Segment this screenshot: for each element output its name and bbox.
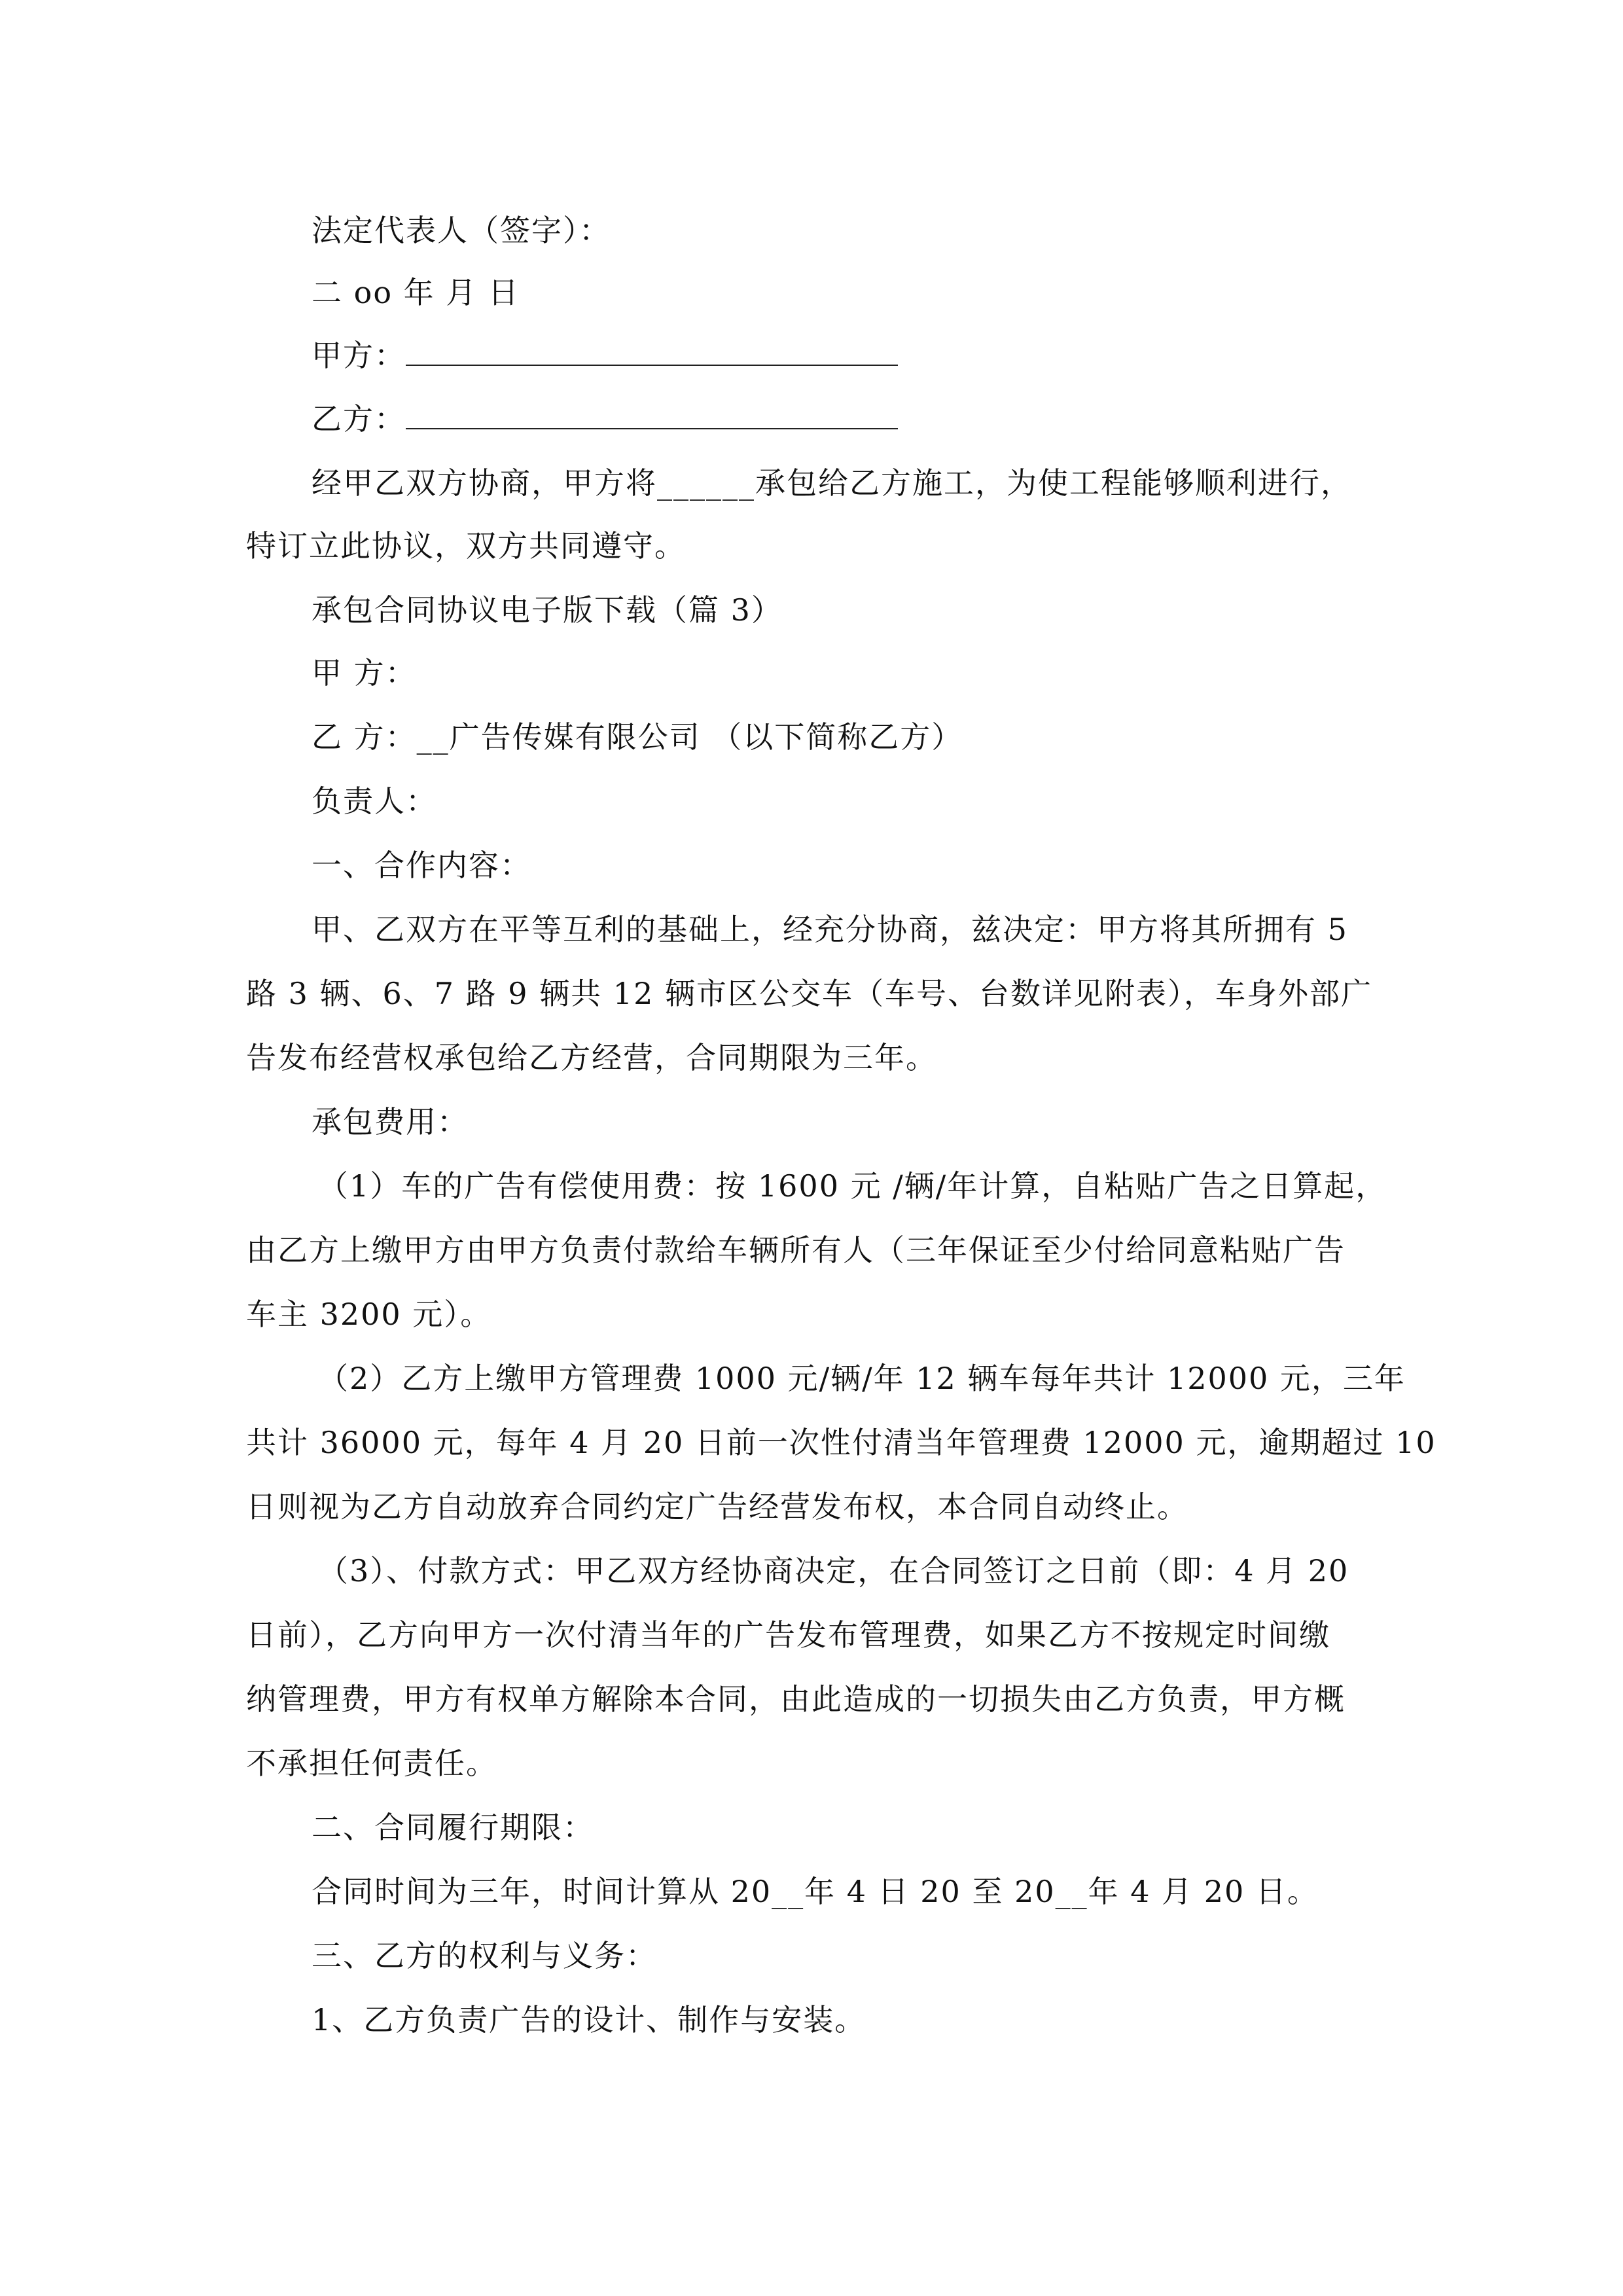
fee-item-line: 共计 36000 元，每年 4 月 20 日前一次性付清当年管理费 12000 元，逾期超过 10 xyxy=(246,1425,1436,1460)
fee-item-line: 车主 3200 元）。 xyxy=(246,1297,492,1332)
party-a-line: 甲 方： xyxy=(312,655,417,691)
party-a-field xyxy=(312,336,898,375)
section-heading: 承包费用： xyxy=(312,1104,469,1139)
party-b-field xyxy=(312,399,898,439)
intro-paragraph-line: 特订立此协议，双方共同遵守。 xyxy=(246,528,686,564)
legal-representative-signature-line: 法定代表人（签字）： xyxy=(312,213,611,248)
paragraph-line: 路 3 辆、6、7 路 9 辆共 12 辆市区公交车（车号、台数详见附表），车身外部广 xyxy=(246,976,1372,1011)
paragraph-line: 甲、乙双方在平等互利的基础上，经充分协商，兹决定：甲方将其所拥有 5 xyxy=(312,912,1348,947)
section-heading: 一、合作内容： xyxy=(312,848,531,883)
fee-item-line: 日则视为乙方自动放弃合同约定广告经营发布权，本合同自动终止。 xyxy=(246,1489,1188,1524)
party-b-label: 乙方： xyxy=(312,401,406,437)
responsible-person-line: 负责人： xyxy=(312,783,437,819)
date-line: 二 oo 年 月 日 xyxy=(312,275,520,310)
party-a-label: 甲方： xyxy=(312,338,406,373)
section-heading: 二、合同履行期限： xyxy=(312,1810,594,1845)
fee-item-line: （2）乙方上缴甲方管理费 1000 元/辆/年 12 辆车每年共计 12000 元，三年 xyxy=(318,1361,1406,1396)
intro-paragraph-line: 经甲乙双方协商，甲方将______承包给乙方施工，为使工程能够顺利进行， xyxy=(312,465,1352,501)
paragraph-line: 告发布经营权承包给乙方经营，合同期限为三年。 xyxy=(246,1040,937,1075)
section-title: 承包合同协议电子版下载（篇 3） xyxy=(312,592,783,628)
fee-item-line: 纳管理费，甲方有权单方解除本合同，由此造成的一切损失由乙方负责，甲方概 xyxy=(246,1681,1346,1717)
fee-item-line: 日前），乙方向甲方一次付清当年的广告发布管理费，如果乙方不按规定时间缴 xyxy=(246,1617,1330,1653)
party-b-line: 乙 方：__广告传媒有限公司 （以下简称乙方） xyxy=(312,719,963,755)
party-a-blank xyxy=(406,336,898,366)
fee-item-line: （3）、付款方式：甲乙双方经协商决定，在合同签订之日前（即：4 月 20 xyxy=(318,1553,1349,1588)
paragraph-line: 合同时间为三年，时间计算从 20__年 4 日 20 至 20__年 4 月 20 日。 xyxy=(312,1874,1319,1909)
fee-item-line: 不承担任何责任。 xyxy=(246,1746,497,1781)
party-b-blank xyxy=(406,399,898,429)
paragraph-line: 1、乙方负责广告的设计、制作与安装。 xyxy=(312,2002,866,2037)
fee-item-line: 由乙方上缴甲方由甲方负责付款给车辆所有人（三年保证至少付给同意粘贴广告 xyxy=(246,1232,1346,1268)
section-heading: 三、乙方的权利与义务： xyxy=(312,1938,657,1973)
fee-item-line: （1）车的广告有偿使用费：按 1600 元 /辆/年计算，自粘贴广告之日算起， xyxy=(318,1168,1387,1204)
